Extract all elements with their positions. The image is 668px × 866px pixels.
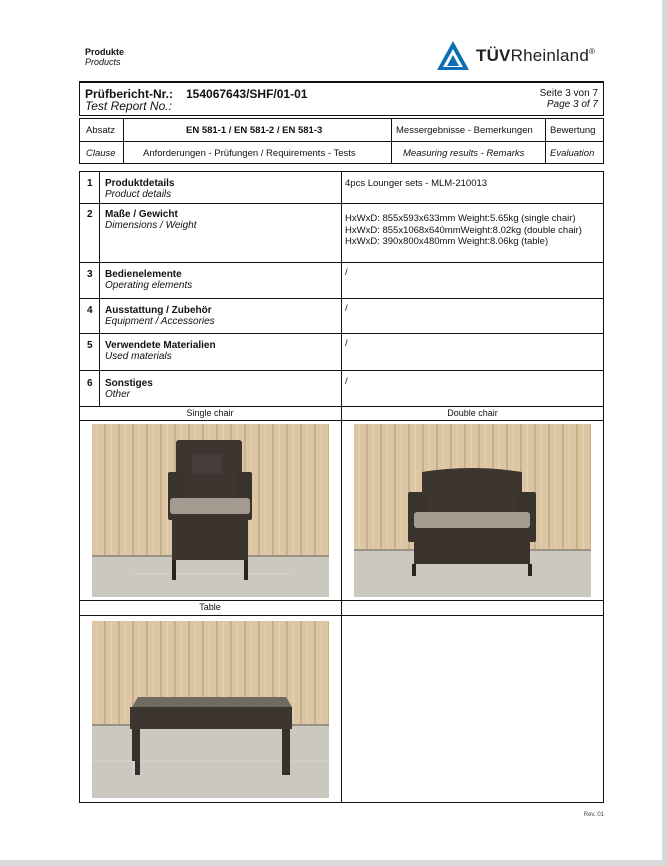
clause-label: Clause (86, 148, 116, 159)
report-label-en: Test Report No.: (85, 99, 172, 113)
row-number: 4 (87, 305, 93, 316)
row-number: 5 (87, 340, 93, 351)
report-label-de: Prüfbericht-Nr.: (85, 87, 174, 101)
section-title (85, 47, 124, 67)
row-divider-4 (79, 333, 604, 334)
row-divider-2 (79, 262, 604, 263)
row-label: Produktdetails Product details (105, 178, 175, 200)
measuring-label-en: Measuring results - Remarks (403, 148, 525, 159)
revision-label: Rev.:01 (583, 812, 604, 818)
details-mid-col (341, 171, 342, 803)
tuv-triangle-icon (436, 40, 470, 72)
row-divider-6 (79, 406, 604, 407)
caption-table: Table (199, 602, 221, 612)
row-divider-9 (79, 615, 604, 616)
standards-label: EN 581-1 / EN 581-2 / EN 581-3 (186, 125, 323, 136)
row-number: 3 (87, 269, 93, 280)
absatz-label: Absatz (86, 125, 116, 136)
clause-header-divider (79, 141, 604, 142)
row-divider-5 (79, 370, 604, 371)
clause-col-divider-3 (545, 118, 546, 164)
section-title-de: Produkte (85, 47, 125, 57)
row-divider-3 (79, 298, 604, 299)
row-value: / (345, 376, 348, 387)
row-value: HxWxD: 855x593x633mm Weight:5.65kg (single chair) HxWxD: 855x1068x640mmWeight:8.02kg (double chair) HxWxD: 390x800x480mm Weight:8.06kg (table) (345, 213, 582, 247)
evaluation-label-en: Evaluation (550, 148, 595, 159)
caption-double-chair: Double chair (447, 408, 498, 418)
row-divider-7 (79, 420, 604, 421)
section-title-en: Products (85, 57, 121, 67)
measuring-label-de: Messergebnisse - Bemerkungen (396, 125, 533, 136)
row-value: / (345, 303, 348, 314)
row-label: Sonstiges Other (105, 378, 153, 400)
row-number: 2 (87, 209, 93, 220)
page-number-en: Page 3 of 7 (546, 99, 598, 110)
photo-double-chair (354, 424, 591, 597)
clause-col-divider-2 (391, 118, 392, 164)
caption-single-chair: Single chair (186, 408, 234, 418)
row-label: Maße / Gewicht Dimensions / Weight (105, 209, 197, 231)
row-number: 1 (87, 178, 93, 189)
tuv-logo-text: TÜVRheinland® (476, 46, 596, 65)
row-label: Bedienelemente Operating elements (105, 269, 193, 291)
clause-col-divider-1 (123, 118, 124, 164)
photo-single-chair (92, 424, 329, 597)
row-value: 4pcs Lounger sets - MLM-210013 (345, 178, 488, 189)
report-number: 154067643/SHF/01-01 (186, 87, 308, 101)
row-value: / (345, 267, 348, 278)
photo-table (92, 621, 329, 798)
row-value: / (345, 338, 348, 349)
evaluation-label-de: Bewertung (550, 125, 596, 136)
tuv-logo (436, 40, 611, 72)
row-divider-1 (79, 203, 604, 204)
row-label: Verwendete Materialien Used materials (105, 340, 216, 362)
page-number-de: Seite 3 von 7 (539, 88, 598, 99)
row-label: Ausstattung / Zubehör Equipment / Accessories (105, 305, 215, 327)
requirements-label: Anforderungen - Prüfungen / Requirements - Tests (143, 148, 356, 159)
report-top-rule (79, 81, 604, 83)
row-divider-8 (79, 600, 604, 601)
row-number: 6 (87, 378, 93, 389)
